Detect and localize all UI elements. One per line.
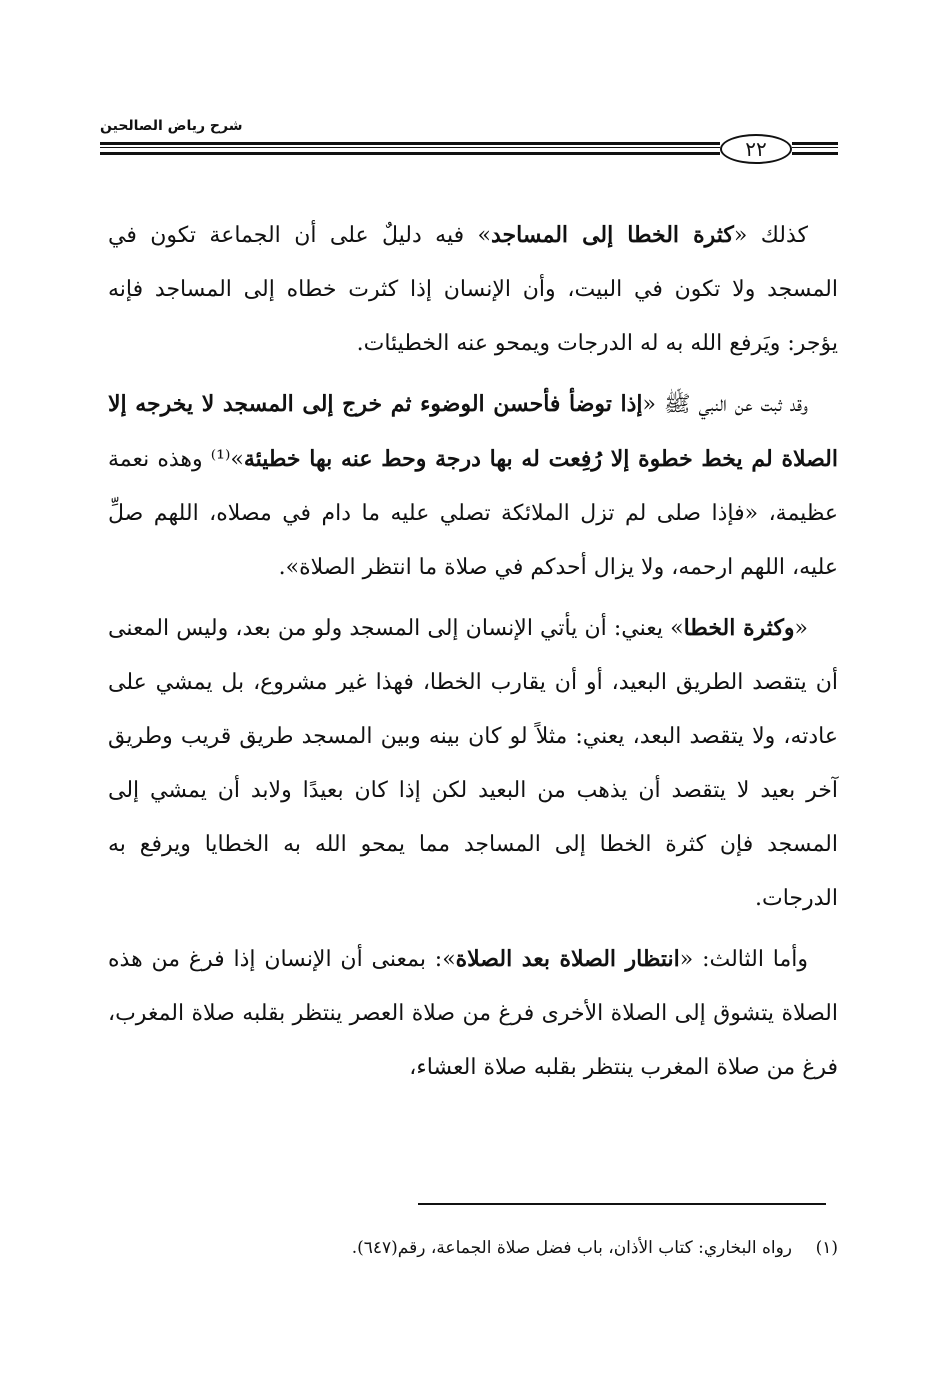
p4-text-end: »: بمعنى أن الإنسان إذا فرغ من هذه الصلاة يتشوق إلى الصلاة الأخرى فرغ من صلاة العصر ينتظر بقلبه صلاة المغرب، فرغ من صلاة المغرب ينتظر بقلبه صلاة العشاء، xyxy=(108,947,838,1080)
header-rule-left xyxy=(100,142,720,155)
paragraph-1 xyxy=(108,208,838,371)
running-head-title: شرح رياض الصالحين xyxy=(100,118,243,134)
footnote xyxy=(108,1234,838,1262)
paragraph-4 xyxy=(108,932,838,1095)
p2-text-end: »⁽¹⁾ وهذه نعمة عظيمة، «فإذا صلى لم تزل الملائكة تصلي عليه ما دام في مصلاه، اللهم صلِّ عليه، اللهم ارحمه، ولا يزال أحدكم في صلاة ما انتظر الصلاة». xyxy=(108,447,838,580)
p1-text-end: » فيه دليلٌ على أن الجماعة تكون في المسجد ولا تكون في البيت، وأن الإنسان إذا كثرت خطاه إلى المساجد فإنه يؤجر: ويَرفع الله به له الدرجات ويمحو عنه الخطيئات. xyxy=(108,223,838,356)
paragraph-3 xyxy=(108,601,838,926)
p4-hadith-quote: انتظار الصلاة بعد الصلاة xyxy=(455,946,680,972)
p1-text-start: كذلك « xyxy=(733,223,809,248)
footnote-number: (١) xyxy=(815,1238,838,1258)
p3-text-end: » يعني: أن يأتي الإنسان إلى المسجد ولو من بعد، وليس المعنى أن يتقصد الطريق البعيد، أو أن يقارب الخطا، فهذا غير مشروع، بل يمشي على عادته، ولا يتقصد البعد، يعني: مثلاً لو كان بينه وبين المسجد طريق قريب وطريق آخر بعيد لا يتقصد أن يذهب من البعيد لكن إذا كان بعيدًا ولابد أن يمشي إلى المسجد فإن كثرة الخطا إلى المساجد مما يمحو الله به الخطايا ويرفع به الدرجات. xyxy=(108,616,839,911)
p1-hadith-quote: كثرة الخطا إلى المساجد xyxy=(491,222,734,248)
page-number: ٢٢ xyxy=(720,134,792,164)
footnote-separator xyxy=(418,1203,826,1205)
footnote-text: رواه البخاري: كتاب الأذان، باب فضل صلاة الجماعة، رقم(٦٤٧). xyxy=(351,1238,792,1258)
p3-text-start: « xyxy=(794,616,809,641)
header-rule-right xyxy=(792,142,838,155)
p4-text-start: وأما الثالث: « xyxy=(679,947,808,972)
p3-hadith-quote: وكثرة الخطا xyxy=(683,615,795,641)
p2-hadith-quote: إذا توضأ فأحسن الوضوء ثم خرج إلى المسجد لا يخرجه إلا الصلاة لم يخط خطوة إلا رُفِعت له بها درجة وحط عنه بها خطيئة xyxy=(108,391,838,472)
p2-text-start: وقد ثبت عن النبي ﷺ « xyxy=(642,392,809,417)
paragraph-2 xyxy=(108,377,838,595)
main-text xyxy=(108,208,838,1095)
